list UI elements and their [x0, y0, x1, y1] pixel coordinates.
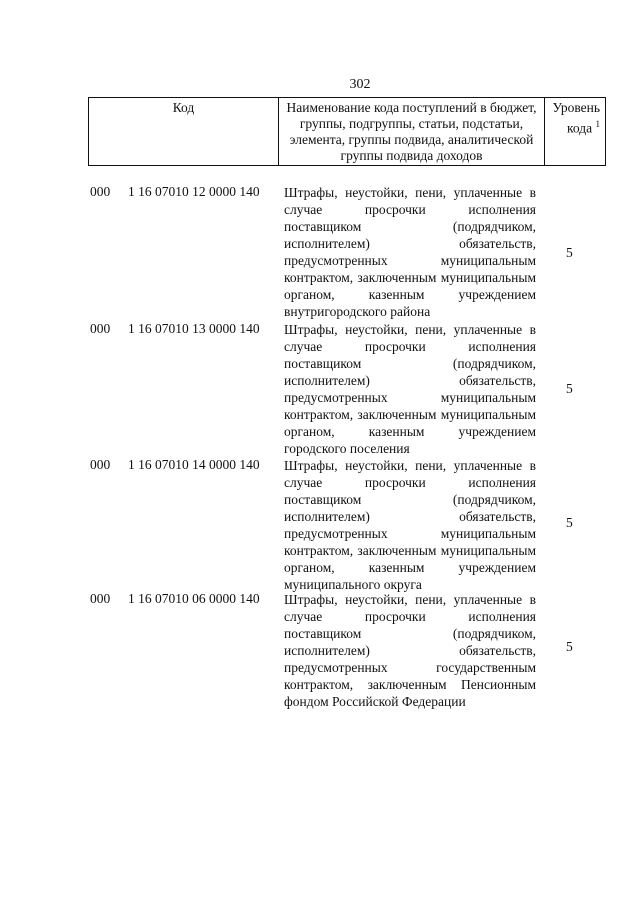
income-description: Штрафы, неустойки, пени, уплаченные в случае просрочки исполнения поставщиком (подрядчиком, исполнителем) обязательств, предусмотренных государственным контрактом, заключенным Пенсионным фондом Российской Федерации: [284, 592, 536, 709]
income-description: Штрафы, неустойки, пени, уплаченные в случае просрочки исполнения поставщиком (подрядчиком, исполнителем) обязательств, предусмотренных муниципальным контрактом, заключенным муниципальным органом, казенным учреждением городского поселения: [284, 322, 536, 456]
code-level: 5: [566, 381, 573, 396]
header-level: Уровень кода $^1$: [545, 98, 606, 166]
section-code: 000: [90, 591, 111, 606]
code-level: 5: [566, 245, 573, 260]
income-code: 1 16 07010 06 0000 140: [128, 591, 260, 606]
page-number: 302: [349, 77, 371, 92]
income-code: 1 16 07010 13 0000 140: [128, 321, 260, 336]
section-code: 000: [90, 457, 111, 472]
code-level: 5: [566, 639, 573, 654]
header-name: Наименование кода поступлений в бюджет, группы, подгруппы, статьи, подстатьи, элемента, группы подвида, аналитической группы подвида доходов: [279, 98, 545, 166]
income-description: Штрафы, неустойки, пени, уплаченные в случае просрочки исполнения поставщиком (подрядчиком, исполнителем) обязательств, предусмотренных муниципальным контрактом, заключенным муниципальным органом, казенным учреждением муниципального округа: [284, 458, 536, 592]
header-code: Код: [89, 98, 279, 166]
footnote-marker: 1: [595, 119, 600, 129]
income-code: 1 16 07010 12 0000 140: [128, 184, 260, 199]
section-code: 000: [90, 321, 111, 336]
table-header: [88, 97, 606, 166]
income-description: Штрафы, неустойки, пени, уплаченные в случае просрочки исполнения поставщиком (подрядчиком, исполнителем) обязательств, предусмотренных муниципальным контрактом, заключенным муниципальным органом, казенным учреждением внутригородского района: [284, 185, 536, 319]
code-level: 5: [566, 515, 573, 530]
section-code: 000: [90, 184, 111, 199]
income-code: 1 16 07010 14 0000 140: [128, 457, 260, 472]
